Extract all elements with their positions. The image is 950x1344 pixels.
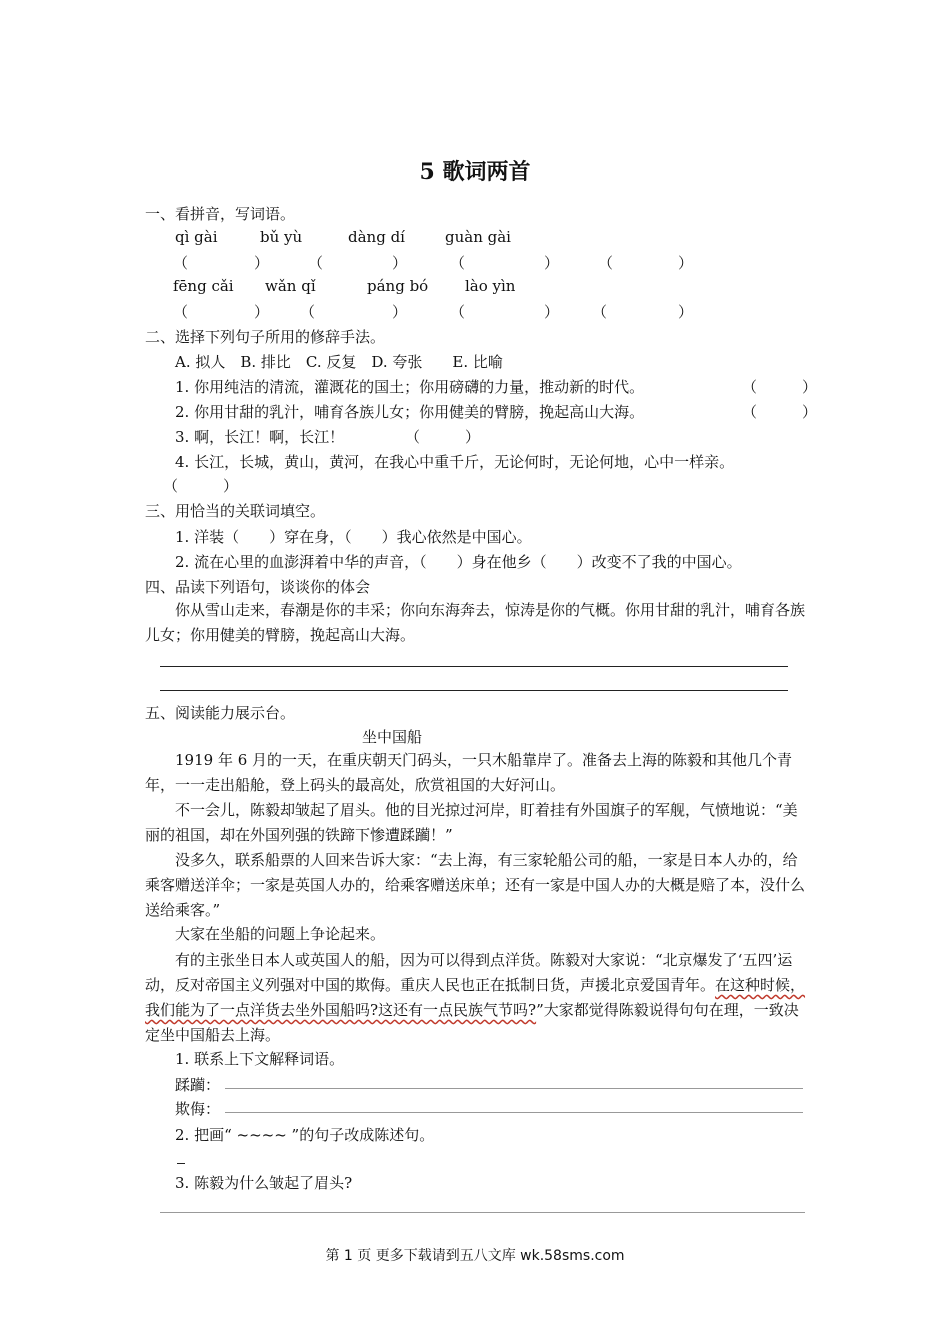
question-3-1: 1. 洋装（ ）穿在身，（ ）我心依然是中国心。: [175, 528, 532, 546]
answer-paren-close: ）: [254, 254, 270, 272]
page-title: 5 歌词两首: [419, 159, 531, 185]
word-label-1: 蹂躏：: [175, 1076, 221, 1094]
answer-blank: （ ）: [163, 477, 239, 495]
story-paragraph-2: 不一会儿，陈毅却皱起了眉头。他的目光掠过河岸，盯着挂有外国旗子的军舰，气愤地说：“美丽的祖国，却在外国列强的铁蹄下惨遭蹂躏！”: [145, 801, 798, 844]
pinyin-5: fēng cǎi: [173, 277, 234, 295]
answer-line[interactable]: [160, 1212, 805, 1213]
section-4-passage: 你从雪山走来，春潮是你的丰采；你向东海奔去，惊涛是你的气概。你用甘甜的乳汁，哺育各族儿女；你用健美的臂膀，挽起高山大海。: [145, 601, 806, 644]
answer-paren-close: ）: [392, 303, 408, 321]
question-5-1: 1. 联系上下文解释词语。: [175, 1050, 345, 1068]
question-2-2: 2. 你用甘甜的乳汁，哺育各族儿女；你用健美的臂膀，挽起高山大海。: [175, 403, 645, 421]
pinyin-1: qì gài: [175, 228, 218, 246]
word-label-2: 欺侮：: [175, 1100, 221, 1118]
question-3-2: 2. 流在心里的血澎湃着中华的声音，（ ）身在他乡（ ）改变不了我的中国心。: [175, 553, 742, 571]
story-paragraph-1: 1919 年 6 月的一天，在重庆朝天门码头，一只木船靠岸了。准备去上海的陈毅和其他几个青年，一一走出船舱，登上码头的最高处，欣赏祖国的大好河山。: [145, 751, 793, 794]
answer-paren-close: ）: [678, 303, 694, 321]
section-2-heading: 二、选择下列句子所用的修辞手法。: [145, 328, 386, 346]
answer-blank: （ ）: [405, 428, 481, 446]
section-4-heading: 四、品读下列语句，谈谈你的体会: [145, 578, 371, 596]
answer-paren-close: ）: [544, 254, 560, 272]
section-5-heading: 五、阅读能力展示台。: [145, 704, 296, 722]
answer-paren-close: ）: [254, 303, 270, 321]
answer-paren-close: ）: [392, 254, 408, 272]
answer-paren-close: ）: [678, 254, 694, 272]
pinyin-8: lào yìn: [465, 277, 516, 295]
story-text: ”大家都觉得陈毅说得句句在理，一致决定坐中国船去上海。: [145, 1001, 799, 1044]
rhetoric-options: A. 拟人 B. 排比 C. 反复 D. 夸张 E. 比喻: [175, 353, 503, 371]
story-text: 有的主张坐日本人或英国人的船，因为可以得到点洋货。陈毅对大家说：“北京爆发了‘五四’运动，反对帝国主义列强对中国的欺侮。重庆人民也正在抵制日货，声援北京爱国青年。: [145, 951, 793, 994]
answer-paren-close: ）: [544, 303, 560, 321]
answer-blank: （ ）: [742, 403, 818, 421]
pinyin-3: dàng dí: [348, 228, 405, 246]
question-2-4: 4. 长江，长城，黄山，黄河，在我心中重千斤，无论何时，无论何地，心中一样亲。: [175, 453, 735, 471]
story-title: 坐中国船: [362, 728, 423, 746]
question-5-3: 3. 陈毅为什么皱起了眉头?: [175, 1174, 353, 1192]
answer-paren-open: （: [592, 303, 608, 321]
pinyin-7: páng bó: [367, 277, 429, 295]
page-footer: 第 1 页 更多下载请到五八文库 wk.58sms.com: [325, 1248, 625, 1264]
story-paragraph-5: [145, 948, 810, 1048]
answer-line[interactable]: [225, 1088, 803, 1089]
answer-paren-open: （: [300, 303, 316, 321]
answer-line[interactable]: [177, 1163, 185, 1164]
answer-paren-open: （: [308, 254, 324, 272]
answer-paren-open: （: [598, 254, 614, 272]
answer-blank: （ ）: [742, 378, 818, 396]
wavy-underlined-sentence: 在这种时候，我们能为了一点洋货去坐外国船吗?这还有一点民族气节吗?: [145, 976, 806, 1019]
pinyin-4: guàn gài: [445, 228, 511, 246]
answer-line[interactable]: [160, 690, 788, 691]
question-2-1: 1. 你用纯洁的清流，灌溉花的国土；你用磅礴的力量，推动新的时代。: [175, 378, 645, 396]
pinyin-2: bǔ yù: [260, 228, 303, 246]
pinyin-6: wǎn qǐ: [265, 277, 316, 295]
answer-paren-open: （: [450, 303, 466, 321]
answer-paren-open: （: [450, 254, 466, 272]
answer-paren-open: （: [173, 254, 189, 272]
answer-paren-open: （: [173, 303, 189, 321]
answer-line[interactable]: [225, 1112, 803, 1113]
section-3-heading: 三、用恰当的关联词填空。: [145, 502, 326, 520]
question-2-3: 3. 啊，长江！啊，长江！: [175, 428, 345, 446]
section-1-heading: 一、看拼音，写词语。: [145, 205, 296, 223]
story-paragraph-4: 大家在坐船的问题上争论起来。: [175, 925, 386, 943]
story-paragraph-3: 没多久，联系船票的人回来告诉大家：“去上海，有三家轮船公司的船，一家是日本人办的，给乘客赠送洋伞；一家是英国人办的，给乘客赠送床单；还有一家是中国人办的大概是赔了本，没什么送给乘客。”: [145, 851, 806, 919]
answer-line[interactable]: [160, 666, 788, 667]
question-5-2: 2. 把画“ ~~~~ ”的句子改成陈述句。: [175, 1126, 435, 1144]
